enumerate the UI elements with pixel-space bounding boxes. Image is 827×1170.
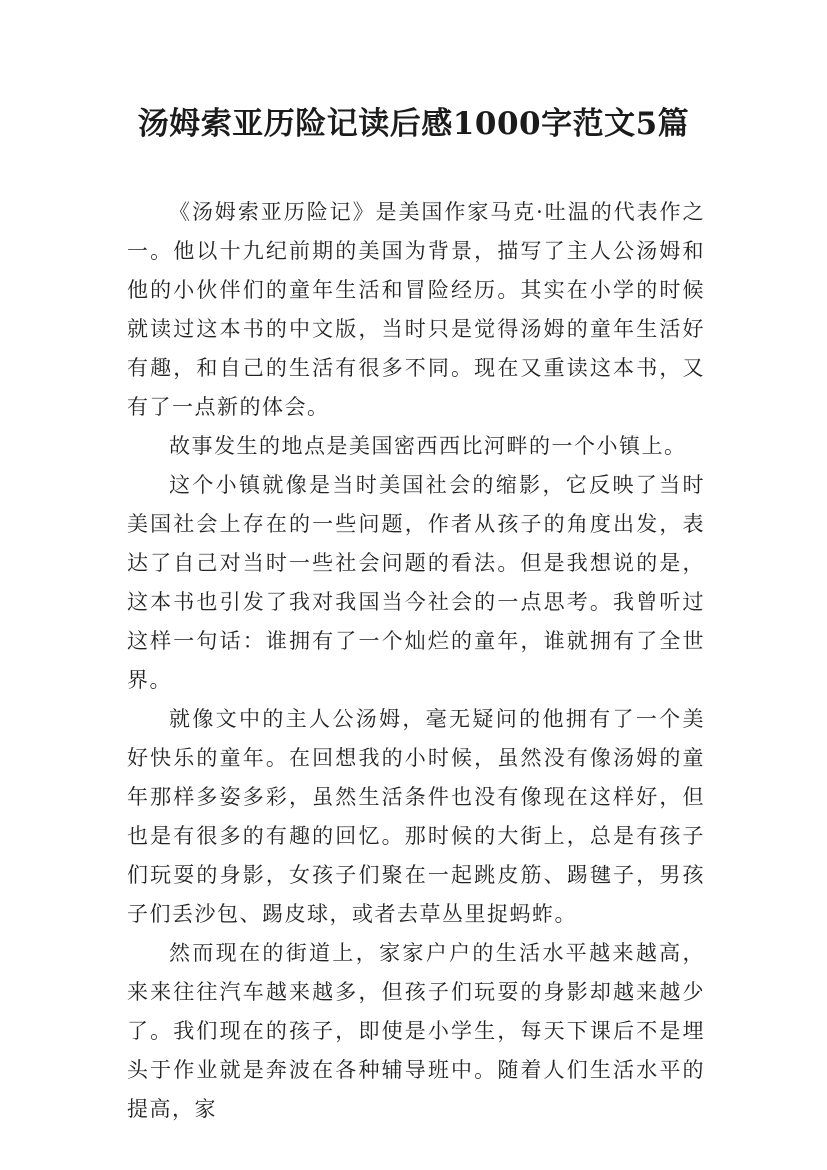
body-paragraph: 这个小镇就像是当时美国社会的缩影，它反映了当时美国社会上存在的一些问题，作者从孩子的角度出发，表达了自己对当时一些社会问题的看法。但是我想说的是，这本书也引发了我对我国当今社会的一点思考。我曾听过这样一句话：谁拥有了一个灿烂的童年，谁就拥有了全世界。 [127, 473, 705, 692]
document-body [127, 193, 705, 1129]
body-paragraph: 然而现在的街道上，家家户户的生活水平越来越高，来来往往汽车越来越多，但孩子们玩耍的身影却越来越少了。我们现在的孩子，即使是小学生，每天下课后不是埋头于作业就是奔波在各种辅导班中。随着人们生活水平的提高，家 [127, 941, 705, 1121]
body-paragraph: 就像文中的主人公汤姆，毫无疑问的他拥有了一个美好快乐的童年。在回想我的小时候，虽然没有像汤姆的童年那样多姿多彩，虽然生活条件也没有像现在这样好，但也是有很多的有趣的回忆。那时候的大街上，总是有孩子们玩耍的身影，女孩子们聚在一起跳皮筋、踢毽子，男孩子们丢沙包、踢皮球，或者去草丛里捉蚂蚱。 [127, 707, 705, 926]
document-title: 汤姆索亚历险记读后感1000字范文5篇 [137, 106, 690, 142]
body-paragraph: 《汤姆索亚历险记》是美国作家马克·吐温的代表作之一。他以十九纪前期的美国为背景，描写了主人公汤姆和他的小伙伴们的童年生活和冒险经历。其实在小学的时候就读过这本书的中文版，当时只是觉得汤姆的童年生活好有趣，和自己的生活有很多不同。现在又重读这本书，又有了一点新的体会。 [127, 200, 705, 419]
body-paragraph: 故事发生的地点是美国密西西比河畔的一个小镇上。 [169, 434, 687, 458]
